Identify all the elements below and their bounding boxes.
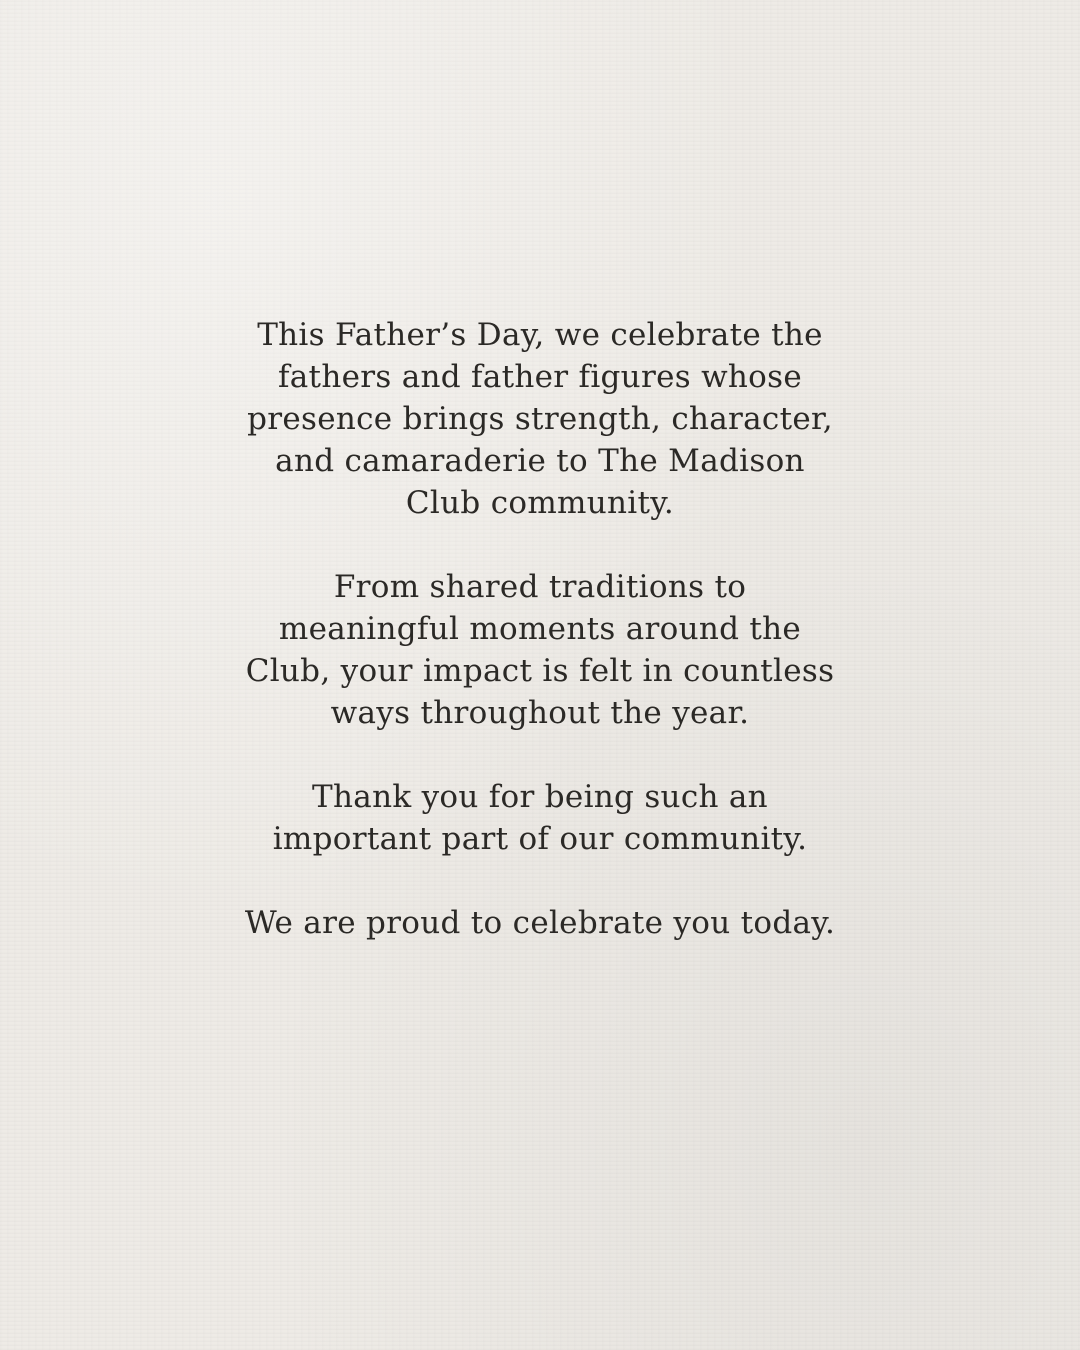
paragraph-impact: From shared traditions to meaningful moments around the Club, your impact is felt in countless ways throughout the year. (245, 569, 835, 731)
paragraph-proud: We are proud to celebrate you today. (244, 905, 836, 941)
paragraph-thank-you: Thank you for being such an important part of our community. (272, 779, 808, 857)
paragraph-celebration: This Father’s Day, we celebrate the fathers and father figures whose presence brings strength, character, and camaraderie to The Madison Club community. (247, 317, 833, 521)
message-body (240, 314, 840, 944)
